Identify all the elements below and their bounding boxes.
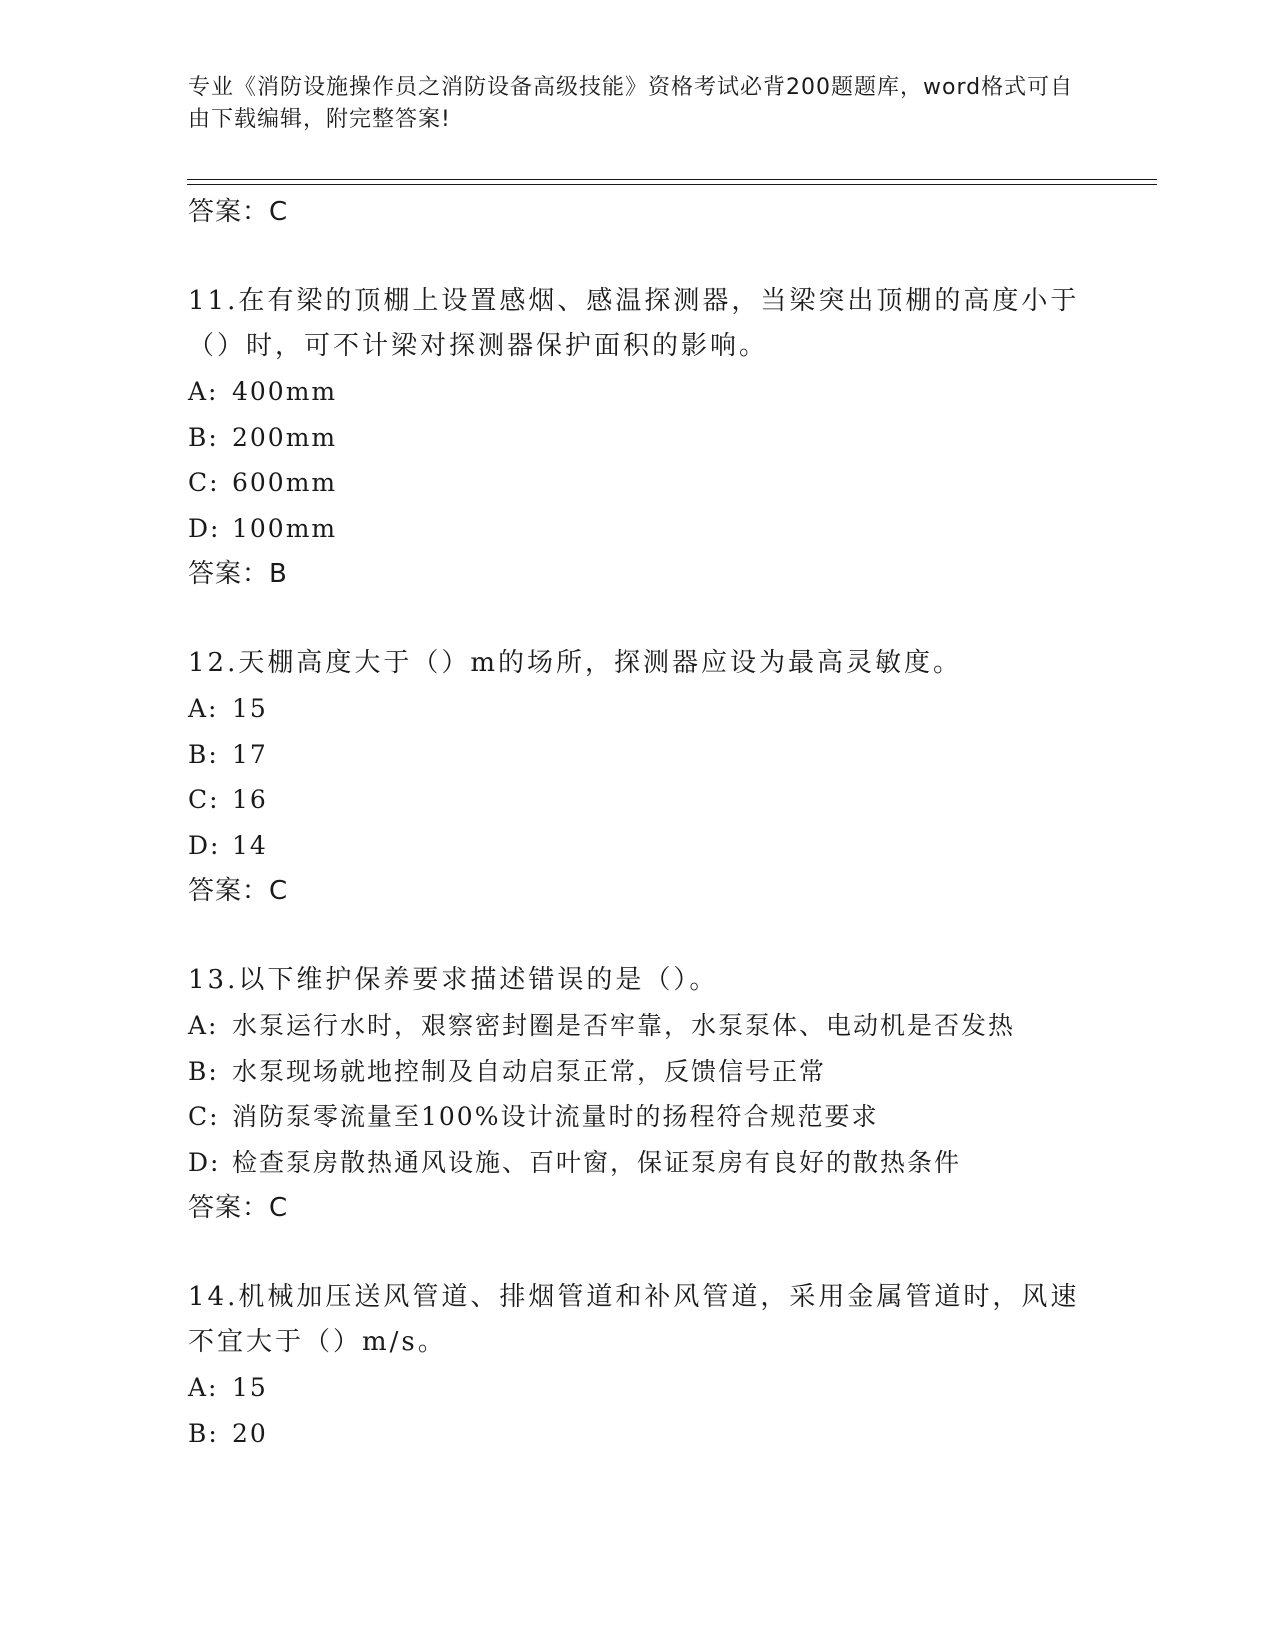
question-answer: 答案：C: [188, 1193, 289, 1223]
question-stem: 13.以下维护保养要求描述错误的是（）。: [188, 965, 719, 995]
option-d: [188, 506, 1088, 552]
option-d: [188, 823, 1088, 869]
header-rule-bottom: [187, 184, 1157, 185]
option-c: [188, 1094, 1088, 1140]
option-text: 水泵现场就地控制及自动启泵正常，反馈信号正常: [232, 1056, 827, 1086]
option-text: 消防泵零流量至100%设计流量时的扬程符合规范要求: [232, 1102, 879, 1131]
option-d: [188, 1140, 1088, 1186]
option-text: 600mm: [232, 468, 338, 497]
document-header: 专业《消防设施操作员之消防设备高级技能》资格考试必背200题题库，word格式可自由下载编辑，附完整答案!: [188, 75, 1074, 132]
previous-answer: 答案：C: [188, 197, 289, 227]
option-a: [188, 1365, 1088, 1411]
question-stem: 12.天棚高度大于（）m的场所，探测器应设为最高灵敏度。: [188, 648, 963, 678]
question-stem: 11.在有梁的顶棚上设置感烟、感温探测器，当梁突出顶棚的高度小于（）时，可不计梁对探测器保护面积的影响。: [188, 286, 1080, 361]
option-key: A:: [188, 377, 219, 406]
option-a: [188, 1003, 1088, 1049]
option-key: B:: [188, 422, 219, 452]
option-text: 14: [232, 830, 268, 860]
option-key: B:: [188, 1418, 219, 1448]
question-list: [188, 189, 1088, 1456]
option-text: 水泵运行水时，艰察密封圈是否牢靠，水泵泵体、电动机是否发热: [232, 1011, 1016, 1040]
option-key: B:: [188, 739, 219, 769]
option-text: 15: [232, 694, 268, 723]
option-key: B:: [188, 1056, 219, 1086]
option-key: A:: [188, 1373, 219, 1402]
option-text: 检查泵房散热通风设施、百叶窗，保证泵房有良好的散热条件: [232, 1147, 962, 1177]
option-text: 15: [232, 1373, 268, 1402]
question-13: [188, 958, 1088, 1231]
option-b: [188, 732, 1088, 778]
header-rule-top: [187, 179, 1157, 180]
option-text: 20: [232, 1418, 268, 1448]
question-answer: 答案：B: [188, 559, 288, 589]
option-key: D:: [188, 513, 221, 543]
option-a: [188, 369, 1088, 415]
question-answer: 答案：C: [188, 876, 289, 906]
option-c: [188, 777, 1088, 823]
option-key: C:: [188, 468, 220, 497]
option-key: C:: [188, 785, 220, 814]
option-key: C:: [188, 1102, 220, 1131]
option-a: [188, 686, 1088, 732]
option-key: D:: [188, 1147, 221, 1177]
option-text: 200mm: [232, 422, 338, 452]
option-key: A:: [188, 1011, 219, 1040]
option-b: [188, 1049, 1088, 1095]
option-b: [188, 1411, 1088, 1457]
option-c: [188, 460, 1088, 506]
question-stem: 14.机械加压送风管道、排烟管道和补风管道，采用金属管道时，风速不宜大于（）m/s。: [188, 1282, 1080, 1357]
question-14: [188, 1275, 1088, 1456]
option-text: 400mm: [232, 377, 338, 406]
question-12: [188, 641, 1088, 914]
option-key: A:: [188, 694, 219, 723]
option-text: 17: [232, 739, 268, 769]
question-11: [188, 279, 1088, 597]
option-b: [188, 415, 1088, 461]
option-key: D:: [188, 830, 221, 860]
option-text: 16: [232, 785, 268, 814]
option-text: 100mm: [232, 513, 338, 543]
